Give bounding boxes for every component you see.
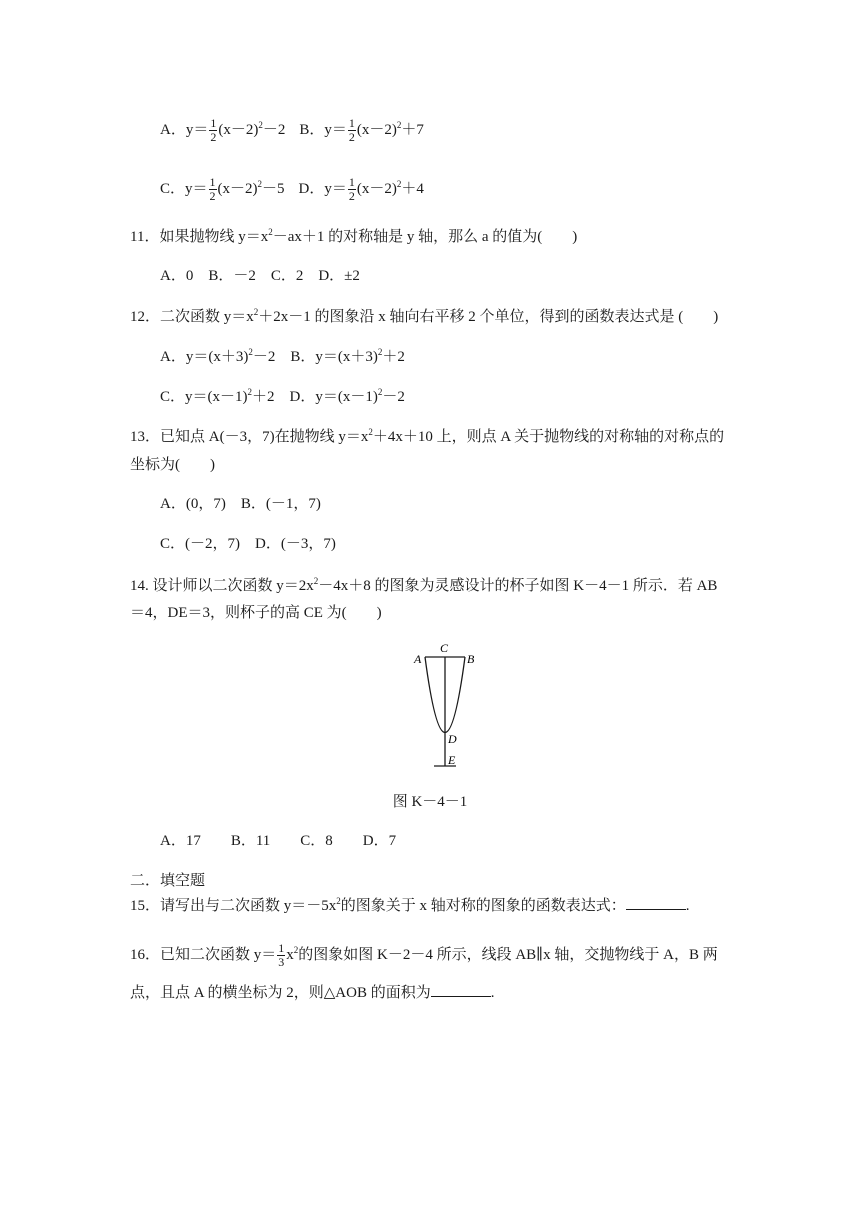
answer-blank[interactable] <box>626 897 686 910</box>
question-14-stem: 14. 设计师以二次函数 $y=2x^2-4x+8$ 的图象为灵感设计的杯子如图 K－4－1 所示．若 AB <box>130 576 718 594</box>
question-11-options: A．0 B．－2 C．2 D．±2 <box>160 268 360 284</box>
option-b-label: B． <box>299 121 325 138</box>
question-16-stem: 16．已知二次函数 y＝ $\frac{1}{3}$ $x^2$的图象如图 K－2－4 所示，线段 AB∥x 轴，交抛物线于 A，B 两 <box>130 941 718 969</box>
question-13-options-row-1: A．(0，7) B．(－1，7) <box>160 496 321 512</box>
option-c-label: C． <box>160 180 186 197</box>
option-a-expr: (x－2) <box>218 121 259 138</box>
question-11-stem: 11．如果抛物线 $y=x^2-ax+1$ 的对称轴是 y 轴，那么 a 的值为( ) <box>130 227 578 245</box>
fraction-one-half: $\frac{1}{2}$ <box>210 116 217 144</box>
figure-caption: 图 K－4－1 <box>392 794 468 810</box>
fraction-one-half: $\frac{1}{2}$ <box>348 116 355 144</box>
label-b: B <box>467 652 475 666</box>
fraction-one-half: $\frac{1}{2}$ <box>209 175 216 203</box>
option-c-expr: (x－2) <box>217 180 258 197</box>
question-13-stem: 13．已知点 A(－3，7)在抛物线 $y=x^2+4x+10$ 上，则点 A 关于抛物线的对称轴的对称点的 <box>130 427 725 445</box>
question-14-stem-cont: ＝4，DE＝3，则杯子的高 CE 为( ) <box>130 605 382 621</box>
question-12-options-row-1: A．$y=(x+3)^2-2$ B．$y=(x+3)^2+2$ <box>160 347 405 365</box>
section-title-fill-in: 二．填空题 <box>130 873 206 889</box>
cup-figure <box>405 640 495 772</box>
fraction-one-third: $\frac{1}{3}$ <box>278 941 285 969</box>
option-d-expr: (x－2) <box>356 180 397 197</box>
answer-blank[interactable] <box>431 984 491 997</box>
label-e: E <box>448 753 456 767</box>
q10-options-row-2: C．y＝ $\frac{1}{2}$ $(x-2)^2-5$ D．y＝ $\frac{1}{2}$ $(x-2)^2+4$ <box>160 175 424 203</box>
option-a-label: A． <box>160 121 186 138</box>
question-15-stem: 15．请写出与二次函数 $y=-5x^2$的图象关于 x 轴对称的图象的函数表达式： . <box>130 896 690 914</box>
question-12-stem: 12．二次函数 $y=x^2+2x-1$ 的图象沿 x 轴向右平移 2 个单位，得到的函数表达式是 ( ) <box>130 307 719 325</box>
label-c: C <box>440 641 449 655</box>
question-13-options-row-2: C．(－2，7) D．(－3，7) <box>160 536 336 552</box>
fraction-one-half: $\frac{1}{2}$ <box>348 175 355 203</box>
y-eq: y＝ <box>185 121 209 138</box>
label-d: D <box>448 732 457 746</box>
label-a: A <box>414 652 422 666</box>
question-13-stem-cont: 坐标为( ) <box>130 457 215 473</box>
q10-options-row-1: A．y＝ $\frac{1}{2}$ $(x-2)^2-2$ B．y＝ $\frac{1}{2}$ $(x-2)^2+7$ <box>160 116 424 144</box>
option-d-label: D． <box>298 180 325 197</box>
question-12-options-row-2: C．$y=(x-1)^2+2$ D．$y=(x-1)^2-2$ <box>160 387 405 405</box>
question-14-options: A．17 B．11 C．8 D．7 <box>160 833 397 849</box>
question-16-stem-cont: 点，且点 A 的横坐标为 2，则△AOB 的面积为 . <box>130 985 495 1001</box>
option-b-expr: (x－2) <box>356 121 397 138</box>
